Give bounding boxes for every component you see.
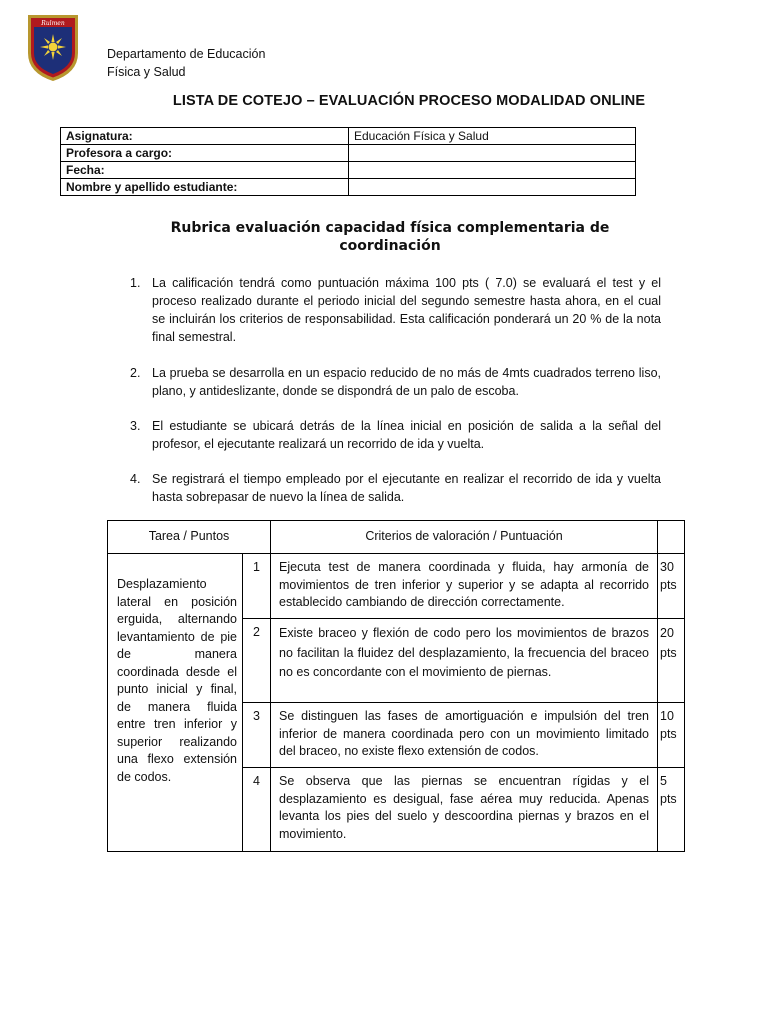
info-value-field[interactable] (349, 162, 636, 179)
rubric-title: Rubrica evaluación capacidad física complementaria de coordinación (170, 220, 610, 254)
page-title: LISTA DE COTEJO – EVALUACIÓN PROCESO MODALIDAD ONLINE (172, 93, 646, 109)
instructions-list (130, 274, 661, 506)
criterion-text: Ejecuta test de manera coordinada y fluida, hay armonía de movimientos de tren inferior y superior y se adapta al recorrido establecido cambiando de dirección correctamente. (271, 554, 658, 619)
list-item-number: 2. (130, 366, 141, 380)
info-label: Nombre y apellido estudiante: (61, 179, 349, 196)
level-number: 3 (243, 703, 271, 768)
criterion-text: Se observa que las piernas se encuentran rígidas y el desplazamiento es desigual, fase aérea muy reducida. Apenas levanta los pies del suelo y descoordina piernas y brazos en el movimiento. (271, 768, 658, 852)
criterion-text: Se distinguen las fases de amortiguación e impulsión del tren inferior de manera coordinada pero con un movimiento limitado del braceo, no existe flexo extensión de codos. (271, 703, 658, 768)
info-label: Asignatura: (61, 128, 349, 145)
svg-text:Rulmen: Rulmen (41, 20, 65, 27)
info-row-student-name (61, 179, 636, 196)
info-label: Fecha: (61, 162, 349, 179)
points-value: 5 pts (658, 768, 685, 852)
criterion-text: Existe braceo y flexión de codo pero los movimientos de brazos no facilitan la fluidez del desplazamiento, la frecuencia del braceo no es concordante con el movimiento de piernas. (271, 619, 658, 703)
info-row-teacher (61, 145, 636, 162)
info-value-field[interactable] (349, 145, 636, 162)
level-number: 1 (243, 554, 271, 619)
info-label: Profesora a cargo: (61, 145, 349, 162)
department-line: Departamento de Educación (107, 47, 266, 61)
list-item-number: 3. (130, 419, 141, 433)
list-item-number: 1. (130, 276, 141, 290)
points-value: 10 pts (658, 703, 685, 768)
list-item-text: La prueba se desarrolla en un espacio reducido de no más de 4mts cuadrados terreno liso, plano, y antideslizante, donde se dispondrá de un palo de escoba. (152, 366, 661, 398)
header-points-blank (658, 521, 685, 554)
list-item-text: El estudiante se ubicará detrás de la línea inicial en posición de salida a la señal del profesor, el ejecutante realizará un recorrido de ida y vuelta. (152, 419, 661, 451)
info-value-field[interactable]: Educación Física y Salud (349, 128, 636, 145)
info-row-subject (61, 128, 636, 145)
info-value-field[interactable] (349, 179, 636, 196)
school-crest-logo (26, 13, 80, 83)
level-number: 4 (243, 768, 271, 852)
list-item (130, 274, 661, 346)
points-value: 20 pts (658, 619, 685, 703)
header-task: Tarea / Puntos (108, 521, 271, 554)
points-value: 30 pts (658, 554, 685, 619)
level-number: 2 (243, 619, 271, 703)
info-row-date (61, 162, 636, 179)
header-criteria: Criterios de valoración / Puntuación (271, 521, 658, 554)
student-info-table (60, 127, 636, 196)
task-description: Desplazamiento lateral en posición erguida, alternando levantamiento de pie de manera coordinada desde el punto inicial y final, de manera fluida entre tren inferior y superior realizando una flexo extensión de codos. (108, 554, 243, 852)
list-item-text: La calificación tendrá como puntuación máxima 100 pts ( 7.0) se evaluará el test y el proceso realizado durante el periodo inicial del segundo semestre hasta ahora, en el cual se incluirán los criterios de responsabilidad. Esta calificación ponderará un 20 % de la nota final semestral. (152, 276, 661, 344)
table-row (108, 554, 685, 619)
department-heading (107, 45, 265, 81)
list-item-number: 4. (130, 472, 141, 486)
rubric-header-row (108, 521, 685, 554)
list-item (130, 417, 661, 453)
list-item (130, 364, 661, 400)
rubric-table (107, 520, 685, 852)
subject-area-line: Física y Salud (107, 65, 186, 79)
list-item (130, 470, 661, 506)
list-item-text: Se registrará el tiempo empleado por el ejecutante en realizar el recorrido de ida y vuelta hasta sobrepasar de nuevo la línea de salida. (152, 472, 661, 504)
